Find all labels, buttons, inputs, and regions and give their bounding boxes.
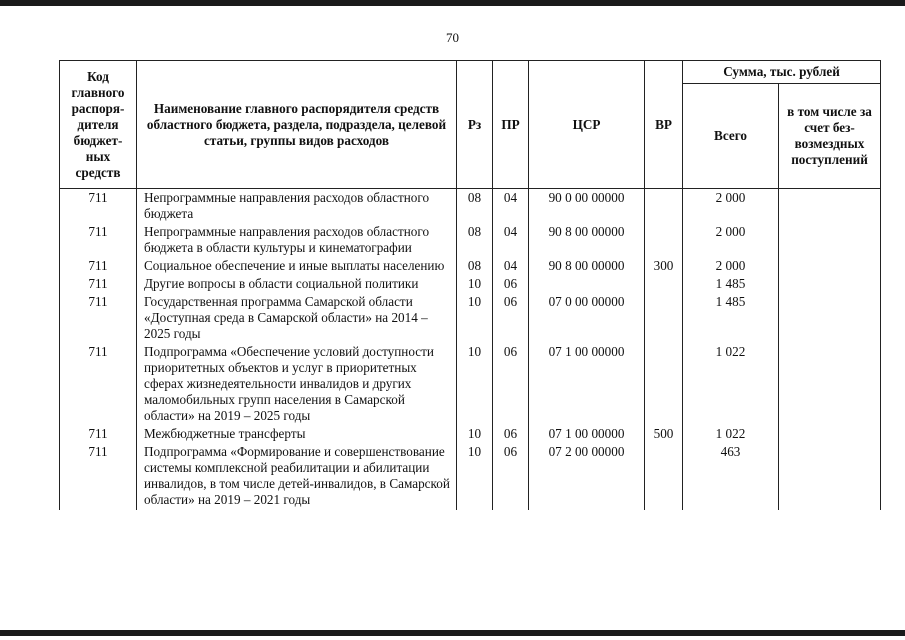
table-row	[60, 276, 881, 294]
cell-rz: 08	[457, 258, 493, 276]
header-total: Всего	[683, 84, 779, 189]
cell-csr: 07 1 00 00000	[529, 426, 645, 444]
cell-csr: 07 1 00 00000	[529, 344, 645, 426]
table-body	[60, 189, 881, 511]
cell-csr: 90 8 00 00000	[529, 224, 645, 258]
cell-pr: 06	[493, 276, 529, 294]
cell-pr: 06	[493, 294, 529, 344]
cell-code: 711	[60, 258, 137, 276]
cell-vr	[645, 444, 683, 510]
cell-pr: 04	[493, 224, 529, 258]
table-row	[60, 224, 881, 258]
header-rz: Рз	[457, 61, 493, 189]
cell-total: 2 000	[683, 224, 779, 258]
cell-name: Непрограммные направления расходов областного бюджета в области культуры и кинематографии	[137, 224, 457, 258]
cell-incl	[779, 224, 881, 258]
cell-incl	[779, 344, 881, 426]
cell-total: 2 000	[683, 189, 779, 225]
header-code: Код главного распоря-дителя бюджет-ных средств	[60, 61, 137, 189]
cell-incl	[779, 426, 881, 444]
cell-vr	[645, 344, 683, 426]
cell-incl	[779, 189, 881, 225]
cell-name: Государственная программа Самарской области «Доступная среда в Самарской области» на 2014 – 2025 годы	[137, 294, 457, 344]
cell-vr	[645, 189, 683, 225]
cell-name: Непрограммные направления расходов областного бюджета	[137, 189, 457, 225]
cell-name: Социальное обеспечение и иные выплаты населению	[137, 258, 457, 276]
cell-csr	[529, 276, 645, 294]
cell-vr	[645, 224, 683, 258]
cell-pr: 04	[493, 258, 529, 276]
cell-incl	[779, 276, 881, 294]
cell-total: 2 000	[683, 258, 779, 276]
table-row	[60, 294, 881, 344]
table-header	[60, 61, 881, 189]
table-row	[60, 344, 881, 426]
header-vr: ВР	[645, 61, 683, 189]
cell-incl	[779, 444, 881, 510]
cell-rz: 10	[457, 444, 493, 510]
cell-csr: 90 8 00 00000	[529, 258, 645, 276]
cell-code: 711	[60, 444, 137, 510]
cell-csr: 90 0 00 00000	[529, 189, 645, 225]
cell-name: Межбюджетные трансферты	[137, 426, 457, 444]
cell-total: 1 485	[683, 276, 779, 294]
cell-rz: 10	[457, 276, 493, 294]
cell-name: Подпрограмма «Формирование и совершенствование системы комплексной реабилитации и абилитации инвалидов, в том числе детей-инвалидов, в Самарской области» на 2019 – 2021 годы	[137, 444, 457, 510]
cell-csr: 07 0 00 00000	[529, 294, 645, 344]
cell-vr: 300	[645, 258, 683, 276]
header-name: Наименование главного распорядителя средств областного бюджета, раздела, подраздела, целевой статьи, группы видов расходов	[137, 61, 457, 189]
table-row	[60, 444, 881, 510]
cell-vr: 500	[645, 426, 683, 444]
cell-name: Подпрограмма «Обеспечение условий доступности приоритетных объектов и услуг в приоритетных сферах жизнедеятельности инвалидов и других маломобильных групп населения в Самарской области» на 2019 – 2025 годы	[137, 344, 457, 426]
cell-vr	[645, 276, 683, 294]
table-row	[60, 189, 881, 225]
cell-incl	[779, 294, 881, 344]
cell-code: 711	[60, 294, 137, 344]
header-incl: в том числе за счет без-возмездных поступлений	[779, 84, 881, 189]
cell-csr: 07 2 00 00000	[529, 444, 645, 510]
cell-name: Другие вопросы в области социальной политики	[137, 276, 457, 294]
cell-pr: 06	[493, 426, 529, 444]
cell-code: 711	[60, 344, 137, 426]
cell-incl	[779, 258, 881, 276]
cell-rz: 10	[457, 294, 493, 344]
header-sum: Сумма, тыс. рублей	[683, 61, 881, 84]
cell-rz: 08	[457, 224, 493, 258]
table-row	[60, 426, 881, 444]
header-csr: ЦСР	[529, 61, 645, 189]
budget-table	[59, 60, 881, 510]
table-row	[60, 258, 881, 276]
top-border-bar	[0, 0, 905, 6]
cell-code: 711	[60, 276, 137, 294]
cell-vr	[645, 294, 683, 344]
cell-code: 711	[60, 189, 137, 225]
page-number: 70	[446, 30, 459, 45]
cell-total: 1 022	[683, 426, 779, 444]
cell-rz: 10	[457, 344, 493, 426]
cell-pr: 04	[493, 189, 529, 225]
cell-rz: 08	[457, 189, 493, 225]
cell-code: 711	[60, 426, 137, 444]
cell-total: 1 485	[683, 294, 779, 344]
cell-pr: 06	[493, 444, 529, 510]
cell-code: 711	[60, 224, 137, 258]
cell-total: 463	[683, 444, 779, 510]
header-pr: ПР	[493, 61, 529, 189]
bottom-border-bar	[0, 630, 905, 636]
cell-rz: 10	[457, 426, 493, 444]
cell-total: 1 022	[683, 344, 779, 426]
cell-pr: 06	[493, 344, 529, 426]
